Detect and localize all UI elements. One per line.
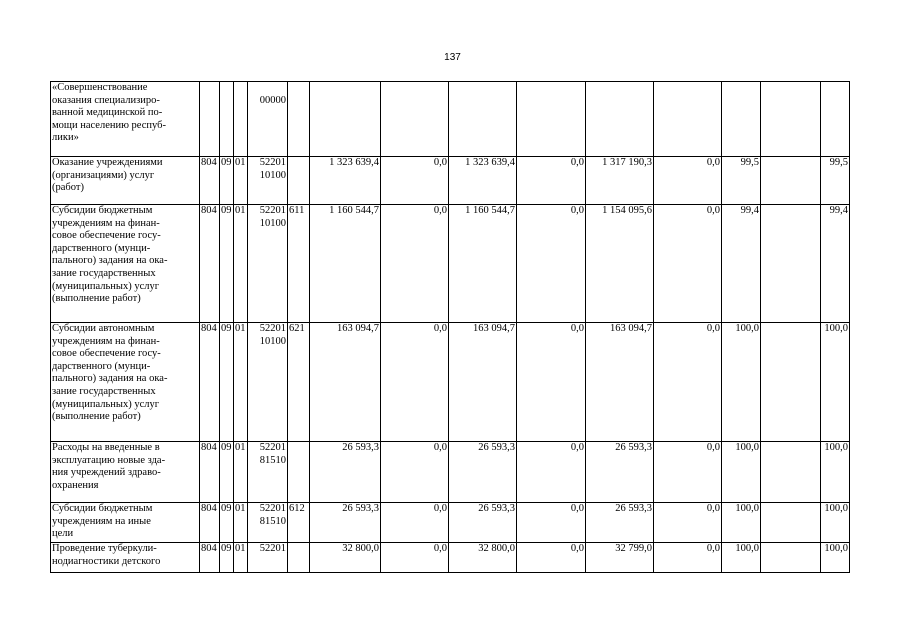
section-code: 09 bbox=[220, 503, 234, 543]
expense-type-code bbox=[288, 82, 310, 157]
expense-name-line: ванной медицинской по- bbox=[52, 107, 163, 119]
expense-name-line: дарственного (мунци- bbox=[52, 360, 151, 372]
amount-cell-c4 bbox=[517, 82, 586, 157]
budget-table bbox=[50, 81, 850, 573]
amount-cell-c1: 26 593,3 bbox=[310, 503, 381, 543]
expense-name-line: (работ) bbox=[52, 182, 84, 194]
amount-cell-c5: 1 317 190,3 bbox=[586, 157, 654, 205]
amount-cell-c2: 0,0 bbox=[381, 442, 449, 503]
program-code-line: 10100 bbox=[259, 335, 286, 347]
amount-cell-c3: 163 094,7 bbox=[449, 323, 517, 442]
expense-name-line: эксплуатацию новые зда- bbox=[52, 454, 166, 466]
amount-cell-c7: 99,5 bbox=[722, 157, 761, 205]
amount-cell-c6: 0,0 bbox=[654, 442, 722, 503]
program-code-line: 00000 bbox=[259, 94, 286, 106]
expense-name-line: «Совершенствование bbox=[52, 82, 148, 93]
expense-name bbox=[51, 543, 200, 573]
program-code-line: 10100 bbox=[259, 169, 286, 181]
program-code bbox=[248, 82, 288, 157]
amount-cell-c4: 0,0 bbox=[517, 323, 586, 442]
table-row bbox=[51, 543, 850, 573]
program-code-line: 52201 bbox=[259, 205, 286, 216]
expense-name-line: ния учреждений здраво- bbox=[52, 467, 161, 479]
expense-name-line: Расходы на введенные в bbox=[52, 442, 160, 453]
ministry-code bbox=[200, 82, 220, 157]
amount-cell-c5: 26 593,3 bbox=[586, 442, 654, 503]
expense-name-line: (муниципальных) услуг bbox=[52, 398, 160, 410]
amount-cell-c7: 100,0 bbox=[722, 543, 761, 573]
ministry-code: 804 bbox=[200, 442, 220, 503]
expense-name-line: пального) задания на ока- bbox=[52, 373, 168, 385]
amount-cell-c4: 0,0 bbox=[517, 503, 586, 543]
section-code: 09 bbox=[220, 323, 234, 442]
amount-cell-c1: 26 593,3 bbox=[310, 442, 381, 503]
amount-cell-c1 bbox=[310, 82, 381, 157]
amount-cell-c3: 1 323 639,4 bbox=[449, 157, 517, 205]
expense-name bbox=[51, 323, 200, 442]
amount-cell-c3: 26 593,3 bbox=[449, 442, 517, 503]
expense-type-code: 621 bbox=[288, 323, 310, 442]
amount-cell-c9: 100,0 bbox=[821, 543, 850, 573]
ministry-code: 804 bbox=[200, 503, 220, 543]
amount-cell-c7: 100,0 bbox=[722, 442, 761, 503]
program-code-line: 52201 bbox=[259, 157, 286, 168]
amount-cell-c9: 100,0 bbox=[821, 503, 850, 543]
amount-cell-c9 bbox=[821, 82, 850, 157]
amount-cell-c4: 0,0 bbox=[517, 205, 586, 323]
amount-cell-c8 bbox=[761, 543, 821, 573]
amount-cell-c9: 100,0 bbox=[821, 323, 850, 442]
expense-name-line: (муниципальных) услуг bbox=[52, 280, 160, 292]
expense-name-line: (организациями) услуг bbox=[52, 169, 155, 181]
ministry-code: 804 bbox=[200, 323, 220, 442]
amount-cell-c5: 1 154 095,6 bbox=[586, 205, 654, 323]
section-code bbox=[220, 82, 234, 157]
program-code-line: 10100 bbox=[259, 217, 286, 229]
expense-name-line: Субсидии бюджетным bbox=[52, 503, 153, 514]
expense-type-code bbox=[288, 442, 310, 503]
amount-cell-c9: 100,0 bbox=[821, 442, 850, 503]
subsection-code: 01 bbox=[234, 442, 248, 503]
ministry-code: 804 bbox=[200, 205, 220, 323]
amount-cell-c5: 32 799,0 bbox=[586, 543, 654, 573]
table-row bbox=[51, 157, 850, 205]
amount-cell-c6 bbox=[654, 82, 722, 157]
table-row bbox=[51, 205, 850, 323]
subsection-code: 01 bbox=[234, 157, 248, 205]
amount-cell-c9: 99,5 bbox=[821, 157, 850, 205]
program-code bbox=[248, 157, 288, 205]
expense-name-line: (выполнение работ) bbox=[52, 293, 141, 305]
amount-cell-c6: 0,0 bbox=[654, 157, 722, 205]
expense-name-line: Оказание учреждениями bbox=[52, 157, 163, 168]
expense-name-line: учреждениям на иные bbox=[52, 515, 151, 527]
ministry-code: 804 bbox=[200, 157, 220, 205]
amount-cell-c5 bbox=[586, 82, 654, 157]
expense-name-line: лики» bbox=[52, 132, 79, 144]
amount-cell-c6: 0,0 bbox=[654, 323, 722, 442]
expense-name-line: дарственного (мунци- bbox=[52, 242, 151, 254]
amount-cell-c1: 163 094,7 bbox=[310, 323, 381, 442]
program-code-line: 52201 bbox=[259, 442, 286, 453]
amount-cell-c8 bbox=[761, 205, 821, 323]
expense-type-code: 611 bbox=[288, 205, 310, 323]
subsection-code: 01 bbox=[234, 205, 248, 323]
amount-cell-c8 bbox=[761, 323, 821, 442]
expense-name-line: мощи населению респуб- bbox=[52, 119, 166, 131]
subsection-code bbox=[234, 82, 248, 157]
program-code-line: 81510 bbox=[259, 454, 286, 466]
program-code bbox=[248, 543, 288, 573]
amount-cell-c6: 0,0 bbox=[654, 503, 722, 543]
ministry-code: 804 bbox=[200, 543, 220, 573]
expense-name-line: Субсидии бюджетным bbox=[52, 205, 153, 216]
expense-type-code bbox=[288, 157, 310, 205]
amount-cell-c6: 0,0 bbox=[654, 543, 722, 573]
expense-name-line: Субсидии автономным bbox=[52, 323, 155, 334]
expense-name-line: оказания специализиро- bbox=[52, 94, 160, 106]
amount-cell-c3: 1 160 544,7 bbox=[449, 205, 517, 323]
program-code-line: 81510 bbox=[259, 515, 286, 527]
expense-name-line: цели bbox=[52, 528, 74, 540]
amount-cell-c3: 32 800,0 bbox=[449, 543, 517, 573]
amount-cell-c4: 0,0 bbox=[517, 442, 586, 503]
program-code-line bbox=[249, 82, 286, 95]
amount-cell-c9: 99,4 bbox=[821, 205, 850, 323]
amount-cell-c7 bbox=[722, 82, 761, 157]
amount-cell-c8 bbox=[761, 503, 821, 543]
program-code-line: 52201 bbox=[259, 323, 286, 334]
amount-cell-c4: 0,0 bbox=[517, 157, 586, 205]
amount-cell-c8 bbox=[761, 157, 821, 205]
amount-cell-c2: 0,0 bbox=[381, 543, 449, 573]
amount-cell-c4: 0,0 bbox=[517, 543, 586, 573]
expense-name-line: зание государственных bbox=[52, 385, 156, 397]
amount-cell-c7: 99,4 bbox=[722, 205, 761, 323]
program-code bbox=[248, 503, 288, 543]
amount-cell-c5: 26 593,3 bbox=[586, 503, 654, 543]
subsection-code: 01 bbox=[234, 323, 248, 442]
expense-type-code bbox=[288, 543, 310, 573]
program-code bbox=[248, 323, 288, 442]
expense-name bbox=[51, 205, 200, 323]
expense-name-line: совое обеспечение госу- bbox=[52, 230, 161, 242]
amount-cell-c1: 1 323 639,4 bbox=[310, 157, 381, 205]
amount-cell-c5: 163 094,7 bbox=[586, 323, 654, 442]
page-number: 137 bbox=[444, 52, 461, 63]
expense-name-line: совое обеспечение госу- bbox=[52, 348, 161, 360]
expense-name-line: учреждениям на финан- bbox=[52, 217, 160, 229]
amount-cell-c2: 0,0 bbox=[381, 157, 449, 205]
program-code-line: 52201 bbox=[259, 543, 286, 554]
amount-cell-c2: 0,0 bbox=[381, 323, 449, 442]
amount-cell-c7: 100,0 bbox=[722, 323, 761, 442]
expense-name bbox=[51, 82, 200, 157]
program-code-line: 52201 bbox=[259, 503, 286, 514]
amount-cell-c2: 0,0 bbox=[381, 205, 449, 323]
expense-name bbox=[51, 157, 200, 205]
section-code: 09 bbox=[220, 205, 234, 323]
amount-cell-c3 bbox=[449, 82, 517, 157]
expense-name-line: пального) задания на ока- bbox=[52, 255, 168, 267]
expense-name bbox=[51, 442, 200, 503]
expense-name bbox=[51, 503, 200, 543]
section-code: 09 bbox=[220, 157, 234, 205]
amount-cell-c6: 0,0 bbox=[654, 205, 722, 323]
expense-name-line: зание государственных bbox=[52, 267, 156, 279]
table-row bbox=[51, 503, 850, 543]
table-row bbox=[51, 323, 850, 442]
subsection-code: 01 bbox=[234, 503, 248, 543]
amount-cell-c2 bbox=[381, 82, 449, 157]
amount-cell-c1: 1 160 544,7 bbox=[310, 205, 381, 323]
amount-cell-c7: 100,0 bbox=[722, 503, 761, 543]
expense-name-line: охранения bbox=[52, 479, 99, 491]
expense-name-line: учреждениям на финан- bbox=[52, 335, 160, 347]
amount-cell-c8 bbox=[761, 442, 821, 503]
amount-cell-c2: 0,0 bbox=[381, 503, 449, 543]
program-code bbox=[248, 442, 288, 503]
amount-cell-c8 bbox=[761, 82, 821, 157]
subsection-code: 01 bbox=[234, 543, 248, 573]
section-code: 09 bbox=[220, 543, 234, 573]
table-row bbox=[51, 442, 850, 503]
expense-name-line: нодиагностики детского bbox=[52, 555, 161, 567]
expense-name-line: (выполнение работ) bbox=[52, 411, 141, 423]
program-code bbox=[248, 205, 288, 323]
amount-cell-c3: 26 593,3 bbox=[449, 503, 517, 543]
amount-cell-c1: 32 800,0 bbox=[310, 543, 381, 573]
expense-name-line: Проведение туберкули- bbox=[52, 543, 157, 554]
section-code: 09 bbox=[220, 442, 234, 503]
table-row bbox=[51, 82, 850, 157]
expense-type-code: 612 bbox=[288, 503, 310, 543]
